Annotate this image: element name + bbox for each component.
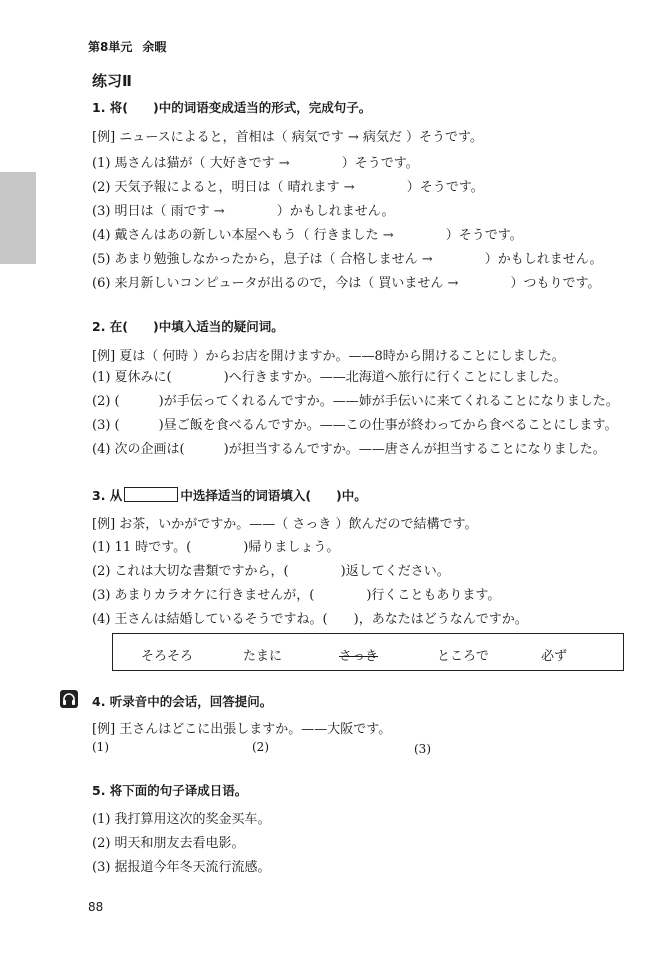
- section3-item-1: (1) 11 時です。( )帰りましょう。: [92, 540, 340, 555]
- word-choice: ところで: [437, 649, 489, 664]
- section5-item-2: (2) 明天和朋友去看电影。: [92, 836, 245, 851]
- section1-item-1: (1) 馬さんは猫が（ 大好きです → ）そうです。: [92, 156, 419, 171]
- section3-heading-end: 中选择适当的词语填入( )中。: [180, 488, 367, 503]
- section2-item-3: (3) ( )昼ご飯を食べるんですか。——この仕事が終わってから食べることにします。: [92, 418, 618, 433]
- answer-label: (3): [414, 742, 431, 756]
- section1-example: [例] ニュースによると，首相は（ 病気です → 病気だ ）そうです。: [92, 130, 484, 145]
- section5-heading: 5. 将下面的句子译成日语。: [92, 783, 248, 798]
- practice-title: 练习Ⅱ: [92, 72, 132, 90]
- section2-item-4: (4) 次の企画は( )が担当するんですか。——唐さんが担当することになりました。: [92, 442, 606, 457]
- word-choice: たまに: [243, 649, 283, 664]
- section2-item-2: (2) ( )が手伝ってくれるんですか。——姉が手伝いに来てくれることになりました。: [92, 394, 619, 409]
- section1-item-5: (5) あまり勉強しなかったから，息子は（ 合格しません → ）かもしれません。: [92, 252, 603, 267]
- section4-heading: 4. 听录音中的会话，回答提问。: [92, 694, 273, 709]
- word-choice-used: さっき: [339, 649, 379, 664]
- section5-item-3: (3) 据报道今年冬天流行流感。: [92, 860, 271, 875]
- word-choice-box: [112, 633, 624, 671]
- page-header: [88, 38, 166, 55]
- section1-heading: 1. 将( )中的词语变成适当的形式，完成句子。: [92, 100, 372, 115]
- word-box-marker: [124, 487, 178, 502]
- section2-heading: 2. 在( )中填入适当的疑问词。: [92, 319, 284, 334]
- section3-item-2: (2) これは大切な書類ですから，( )返してください。: [92, 564, 450, 579]
- section2-item-1: (1) 夏休みに( )へ行きますか。——北海道へ旅行に行くことにしました。: [92, 370, 567, 385]
- section2-example: [例] 夏は（ 何時 ）からお店を開けますか。——8時から開けることにしました。: [92, 349, 565, 364]
- word-choice: そろそろ: [141, 649, 194, 664]
- unit-label: 第8単元: [88, 40, 133, 54]
- section3-heading-start: 3. 从: [92, 488, 123, 503]
- section1-item-4: (4) 戴さんはあの新しい本屋へもう（ 行きました → ）そうです。: [92, 228, 523, 243]
- answer-label: (2): [252, 740, 269, 754]
- section3-heading: [92, 486, 367, 504]
- section4-example: [例] 王さんはどこに出張しますか。——大阪です。: [92, 722, 392, 737]
- section1-item-3: (3) 明日は（ 雨です → ）かもしれません。: [92, 204, 395, 219]
- section3-item-3: (3) あまりカラオケに行きませんが，( )行くこともあります。: [92, 588, 501, 603]
- headphones-icon: [60, 690, 78, 708]
- section1-item-2: (2) 天気予報によると，明日は（ 晴れます → ）そうです。: [92, 180, 484, 195]
- section3-item-4: (4) 王さんは結婚しているそうですね。( )，あなたはどうなんですか。: [92, 612, 528, 627]
- side-index-tab: [0, 172, 36, 264]
- page-number: 88: [88, 900, 104, 914]
- section5-item-1: (1) 我打算用这次的奖金买车。: [92, 812, 271, 827]
- answer-label: (1): [92, 740, 109, 754]
- unit-title: 余暇: [142, 40, 167, 54]
- word-choice: 必ず: [541, 649, 568, 664]
- section3-example: [例] お茶，いかがですか。——（ さっき ）飲んだので結構です。: [92, 517, 478, 532]
- section1-item-6: (6) 来月新しいコンピュータが出るので，今は（ 買いません → ）つもりです。: [92, 276, 601, 291]
